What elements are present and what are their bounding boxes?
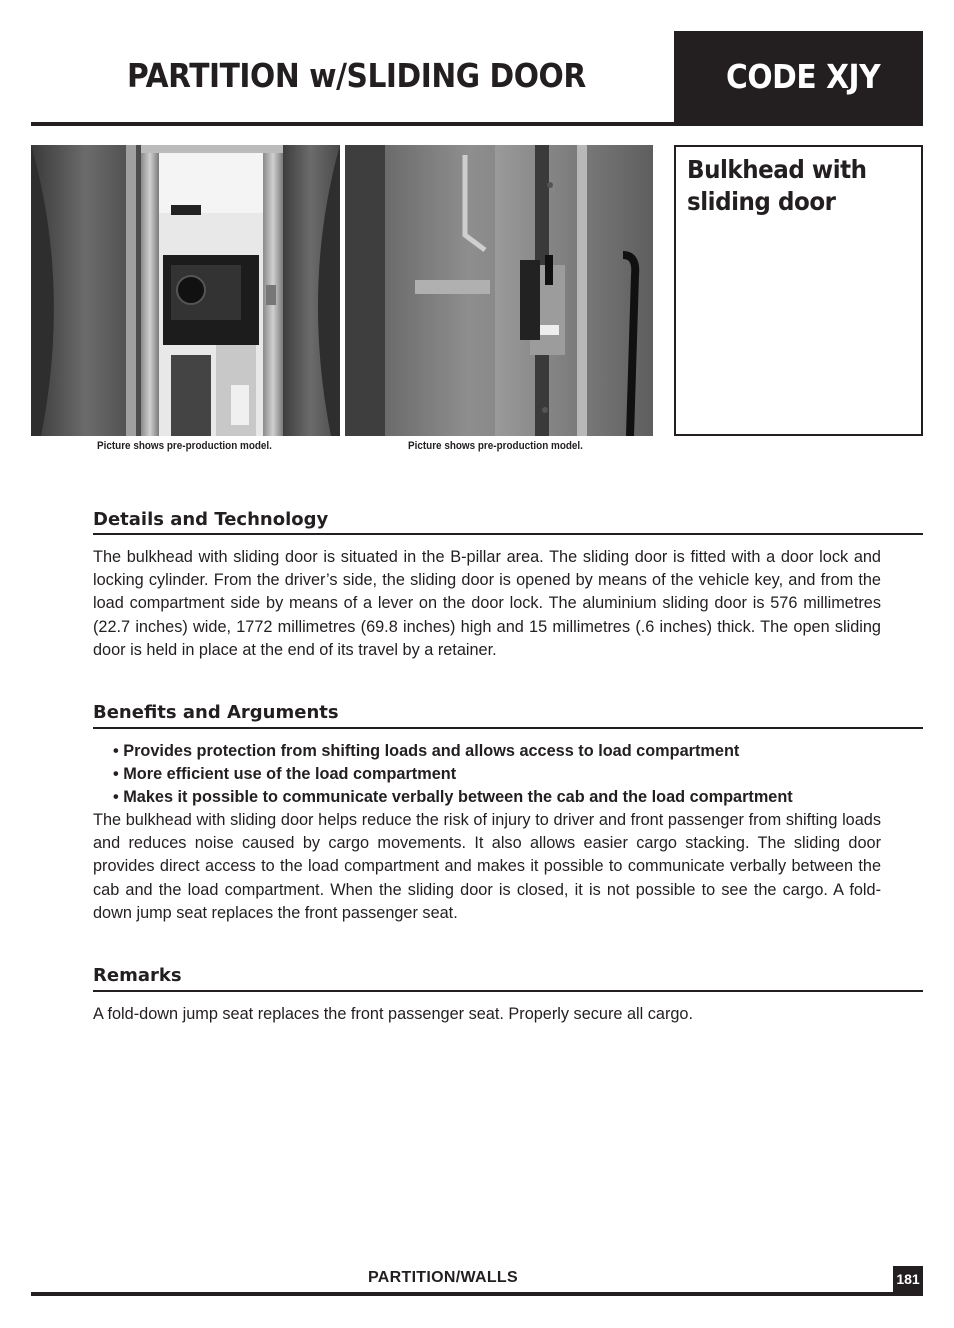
section-heading-remarks: Remarks <box>93 965 182 986</box>
section-divider <box>93 533 923 535</box>
benefit-bullet: • Makes it possible to communicate verbally between the cab and the load compartment <box>113 788 793 806</box>
section-divider <box>93 727 923 729</box>
footer-divider <box>31 1292 923 1296</box>
footer-section-label: PARTITION/WALLS <box>368 1269 518 1286</box>
photo-caption: Picture shows pre-production model. <box>97 440 272 452</box>
page-title: PARTITION w/SLIDING DOOR <box>127 56 586 95</box>
photo-door-lock <box>345 145 653 436</box>
details-paragraph: The bulkhead with sliding door is situated in the B-pillar area. The sliding door is fitted with a door lock and locking cylinder. From the driver’s side, the sliding door is opened by means of the vehicle key, and from the load compartment side by means of a lever on the door lock. The aluminium sliding door is 576 millimetres (22.7 inches) wide, 1772 millimetres (69.8 inches) high and 15 millimetres (.6 inches) thick. The open sliding door is held in place at the end of its travel by a retainer. <box>93 548 881 659</box>
benefit-bullet: • More efficient use of the load compartment <box>113 765 457 783</box>
benefits-paragraph: The bulkhead with sliding door helps reduce the risk of injury to driver and front passenger from shifting loads and reduces noise caused by cargo movements. It also allows easier cargo stacking. The sliding door provides direct access to the load compartment and makes it possible to communicate verbally between the cab and the load compartment. When the sliding door is closed, it is not possible to see the cargo. A fold-down jump seat replaces the front passenger seat. <box>93 811 881 922</box>
section-heading-details: Details and Technology <box>93 509 329 530</box>
header-divider <box>31 122 675 126</box>
photo-caption: Picture shows pre-production model. <box>408 440 583 452</box>
page-number: 181 <box>896 1271 920 1287</box>
option-code: CODE XJY <box>726 57 881 96</box>
benefit-bullet: • Provides protection from shifting loads and allows access to load compartment <box>113 742 740 760</box>
section-heading-benefits: Benefits and Arguments <box>93 702 339 723</box>
remarks-paragraph: A fold-down jump seat replaces the front passenger seat. Properly secure all cargo. <box>93 1005 694 1023</box>
summary-box-title: Bulkhead with sliding door <box>687 155 867 216</box>
section-divider <box>93 990 923 992</box>
photo-open-sliding-door <box>31 145 340 436</box>
